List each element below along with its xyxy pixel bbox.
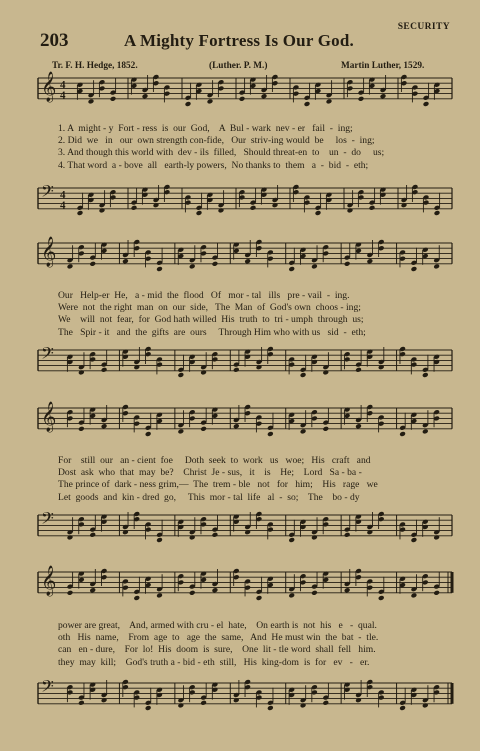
lyrics-block-2 [58,290,443,339]
lyric-line-verse-1: Our Help-er He, a - mid the flood Of mor - tal ills pre - vail - ing. [58,290,350,301]
bass-clef-icon: 𝄢 [41,508,54,532]
treble-clef-icon: 𝄞 [41,237,57,267]
treble-clef-icon: 𝄞 [41,72,57,102]
svg-text:4: 4 [60,189,66,201]
bass-clef-icon: 𝄢 [41,343,54,367]
lyric-line-verse-2: 2. Did we in our own strength con-fide, Our striv-ing would be los - ing; [58,135,375,147]
svg-text:4: 4 [60,199,66,212]
lyric-line-verse-4: 4. That word a - bove all earth-ly powers, No thanks to them a - bid - eth; [58,159,369,171]
bass-clef-icon: 𝄢 [41,181,54,205]
lyric-line-verse-1: For still our an - cient foe Doth seek to work us woe; His craft and [58,455,371,466]
topic-heading: SECURITY [397,22,450,32]
lyric-line-verse-4: Let goods and kin - dred go, This mor - tal life al - so; The bo - dy [58,491,360,503]
svg-text:4: 4 [60,79,66,91]
lyrics-block-3 [58,455,443,504]
lyric-line-verse-2: Dost ask who that may be? Christ Je - sus, it is He; Lord Sa - ba - [58,467,362,479]
lyric-line-verse-4: The Spir - it and the gifts are ours Through Him who with us sid - eth; [58,326,366,338]
lyric-line-verse-3: The prince of dark - ness grim,— The trem - ble not for him; His rage we [58,479,378,491]
bass-staff-4 [36,671,454,731]
treble-staff-3 [36,396,454,456]
lyric-line-verse-1: power are great, And, armed with cru - el hate, On earth is not his e - qual. [58,620,377,631]
lyric-line-verse-3: 3. And though this world with dev - ils filled, Should threat-en to un - do us; [58,147,385,159]
treble-clef-icon: 𝄞 [41,402,57,432]
lyric-line-verse-3: We will not fear, for God hath willed His truth to tri - umph through us; [58,314,364,326]
lyric-line-verse-3: can en - dure, For lo! His doom is sure, One lit - tle word shall fell him. [58,644,376,656]
lyrics-block-4 [58,620,443,669]
lyric-line-verse-2: oth His name, From age to age the same, And He must win the bat - tle. [58,632,379,644]
hymn-title: A Mighty Fortress Is Our God. [124,31,354,50]
treble-clef-icon: 𝄞 [41,566,57,596]
bass-staff-1 [36,176,454,236]
lyrics-block-1 [58,123,443,172]
svg-text:4: 4 [60,89,66,102]
composer-credit: Martin Luther, 1529. [341,61,425,71]
hymn-number: 203 [40,30,69,51]
bass-staff-2 [36,338,454,398]
bass-clef-icon: 𝄢 [41,676,54,700]
lyric-line-verse-4: they may kill; God's truth a - bid - eth still, His king-dom is for ev - er. [58,656,370,668]
lyric-line-verse-1: 1. A might - y Fort - ress is our God, A Bul - wark nev - er fail - ing; [58,123,353,134]
translator-credit: Tr. F. H. Hedge, 1852. [52,61,138,71]
treble-staff-4 [36,560,454,620]
treble-staff-1 [36,66,454,126]
tune-credit: (Luther. P. M.) [209,61,268,71]
lyric-line-verse-2: Were not the right man on our side, The Man of God's own choos - ing; [58,302,361,314]
treble-staff-2 [36,231,454,291]
bass-staff-3 [36,503,454,563]
